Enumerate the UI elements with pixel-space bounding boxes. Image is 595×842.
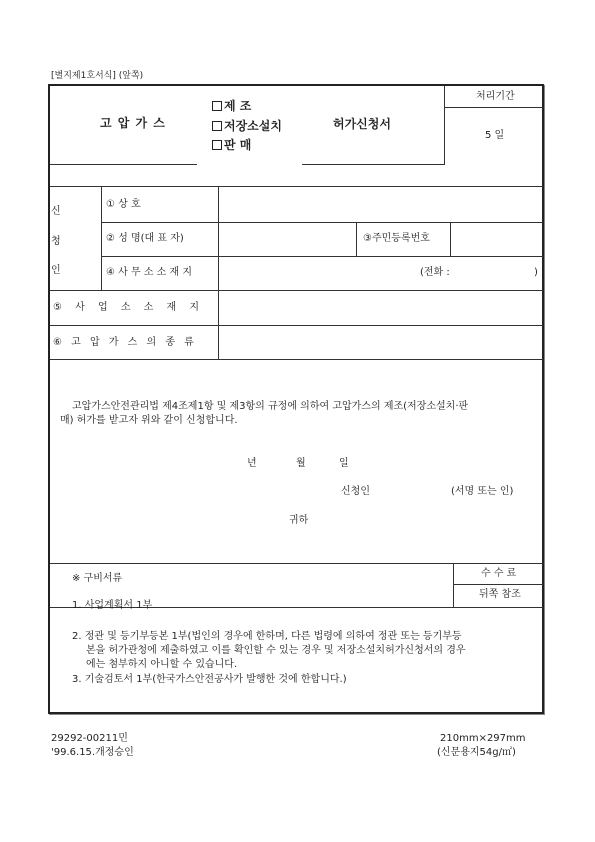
divider <box>444 86 445 165</box>
row-line <box>101 256 543 257</box>
paper-size: 210mm×297mm <box>440 733 526 744</box>
row-line <box>50 290 543 291</box>
applicant-label: 청 <box>51 236 61 247</box>
option-storage[interactable] <box>212 120 282 132</box>
phone-open: (전화 : <box>420 267 450 278</box>
trade-name-label: ① 상 호 <box>106 199 141 210</box>
approval-date: '99.6.15.개정승인 <box>51 747 134 758</box>
form-title-right: 허가신청서 <box>333 117 391 131</box>
addressee: 귀하 <box>289 515 309 526</box>
resident-no-field[interactable] <box>452 224 542 255</box>
form-title-left: 고 압 가 스 <box>100 116 166 130</box>
document-item-2: 2. 정관 및 등기부등본 1부(법인의 경우에 한하며, 다른 법령에 의하여 정관 또는 등기부등 <box>72 631 462 642</box>
checkbox-icon[interactable] <box>212 140 222 150</box>
date-year: 년 <box>247 458 257 469</box>
col-line <box>453 563 454 607</box>
row-line <box>50 325 543 326</box>
date-month: 월 <box>296 458 306 469</box>
document-item-1: 1. 사업계획서 1부 <box>72 600 153 611</box>
site-addr-label: ⑤ 사 업 소 소 재 지 <box>53 302 204 313</box>
row-line <box>101 222 543 223</box>
paper-type: (신문용지54g/㎡) <box>437 747 516 758</box>
document-item-2-cont: 본을 허가관청에 제출하였고 이를 확인할 수 있는 경우 및 저장소설치허가신청서의 경우 <box>86 645 466 656</box>
applicant-sign-label: 신청인 <box>341 486 370 497</box>
form-code: 29292-00211민 <box>51 733 128 744</box>
checkbox-icon[interactable] <box>212 121 222 131</box>
option-manufacture[interactable] <box>212 100 290 112</box>
row-line <box>453 584 543 585</box>
col-line <box>218 186 219 359</box>
option-label: 제 조 <box>224 99 252 113</box>
option-label: 판 매 <box>224 138 252 152</box>
row-line <box>50 359 543 360</box>
section-line <box>50 563 543 564</box>
sign-note: (서명 또는 인) <box>451 486 514 497</box>
document-item-3: 3. 기술검토서 1부(한국가스안전공사가 발행한 것에 한합니다.) <box>72 674 347 685</box>
office-addr-field[interactable] <box>220 258 542 289</box>
row-line <box>50 186 543 187</box>
applicant-label: 인 <box>51 265 61 276</box>
col-line <box>101 186 102 290</box>
form-frame <box>48 84 544 714</box>
gas-type-label: ⑥ 고 압 가 스 의 종 류 <box>53 337 197 348</box>
name-rep-label: ② 성 명(대 표 자) <box>106 233 184 244</box>
title-underline <box>302 164 444 165</box>
fee-label: 수 수 료 <box>481 568 517 579</box>
processing-value: 5 일 <box>485 130 505 141</box>
gas-type-field[interactable] <box>220 327 542 358</box>
title-underline <box>50 164 197 165</box>
site-addr-field[interactable] <box>220 292 542 324</box>
resident-no-label: ③주민등록번호 <box>363 233 430 244</box>
processing-label: 처리기간 <box>476 91 515 102</box>
date-day: 일 <box>339 458 349 469</box>
trade-name-field[interactable] <box>220 188 542 221</box>
fee-value: 뒤쪽 참조 <box>479 589 521 600</box>
documents-header: ※ 구비서류 <box>72 573 123 584</box>
form-tag: [별지제1호서식] (앞쪽) <box>51 71 144 81</box>
document-item-2-cont: 에는 첨부하지 아니할 수 있습니다. <box>86 659 238 670</box>
declaration-line1: 고압가스안전관리법 제4조제1항 및 제3항의 규정에 의하여 고압가스의 제조(저장소설치·판 <box>72 401 469 412</box>
applicant-label: 신 <box>51 206 61 217</box>
checkbox-icon[interactable] <box>212 101 222 111</box>
declaration-line2: 매) 허가를 받고자 위와 같이 신청합니다. <box>60 415 238 426</box>
option-sales[interactable] <box>212 139 251 151</box>
divider <box>444 107 543 108</box>
option-label: 저장소설치 <box>224 119 282 133</box>
phone-close: ) <box>534 267 538 278</box>
office-addr-label: ④ 사 무 소 소 재 지 <box>106 267 192 278</box>
name-rep-field[interactable] <box>220 224 354 255</box>
col-line <box>356 222 357 256</box>
col-line <box>450 222 451 256</box>
